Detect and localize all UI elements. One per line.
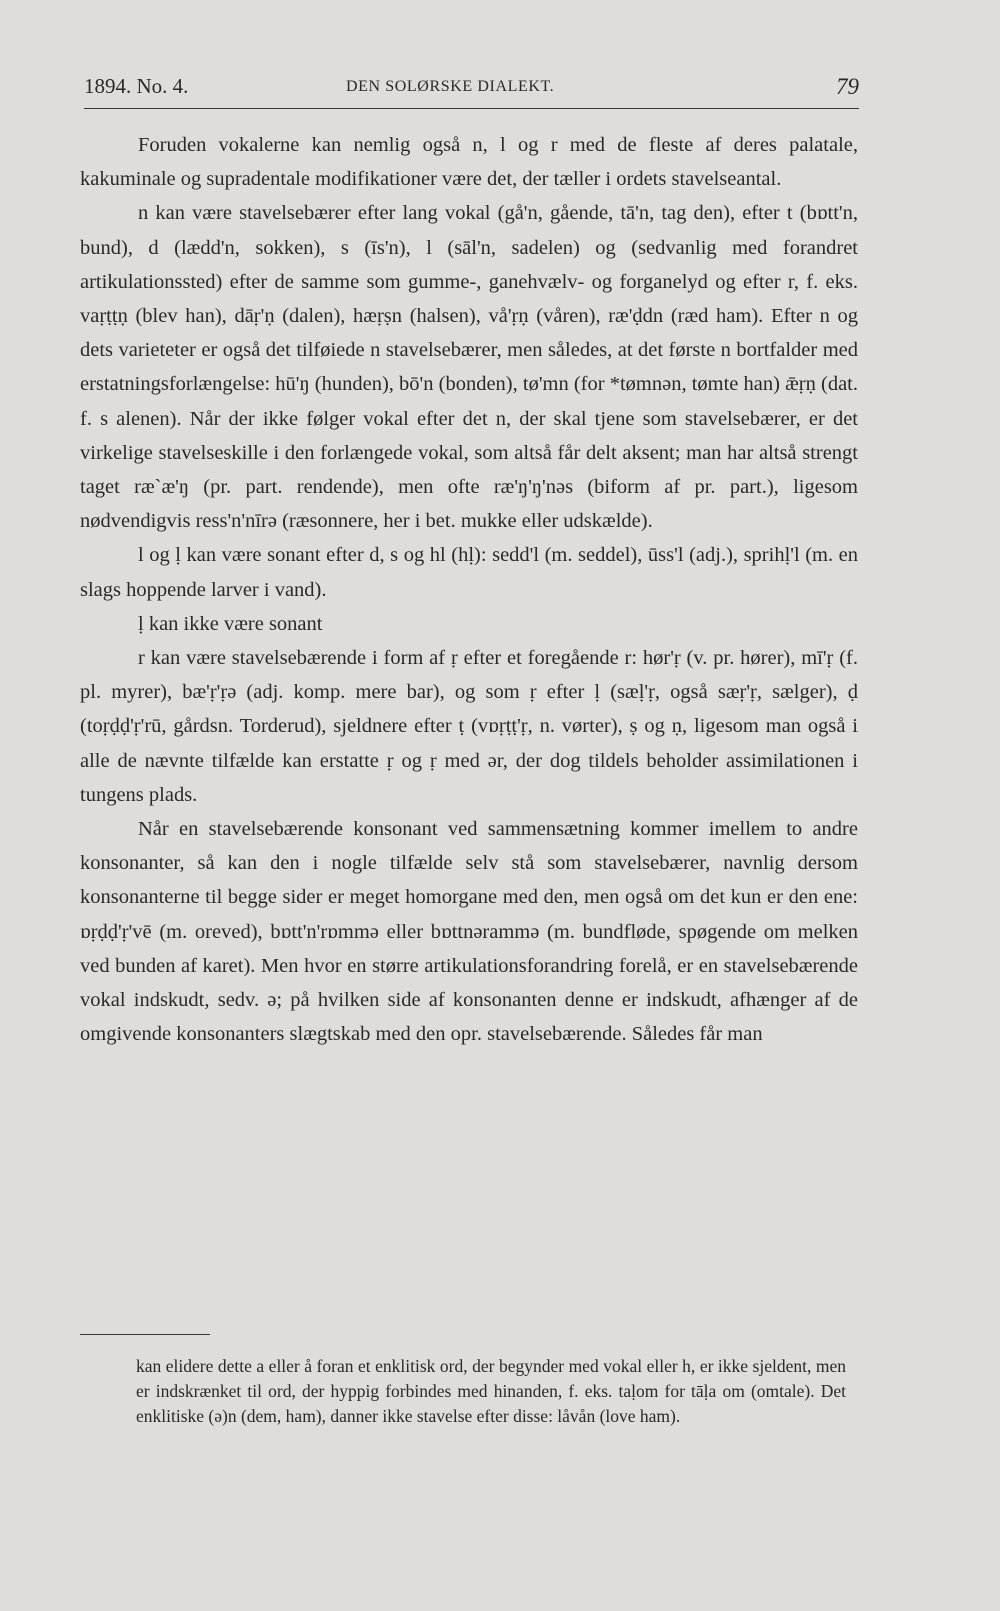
page-number: 79 <box>836 74 859 99</box>
paragraph: Foruden vokalerne kan nemlig også n, l og r med de fleste af deres palatale, kakuminale og supradentale modifikationer være det, der tæller i ordets stavelseantal. <box>80 134 858 191</box>
issue-label: 1894. No. 4. <box>84 74 189 98</box>
paragraph: n kan være stavelsebærer efter lang vokal (gå'n, gående, tā'n, tag den), efter t (bɒtt'n, bund), d (lædd'n, sokken), s (īs'n), l (sāl'n, sadelen) og (sedvanlig med forandret artikulationssted) efter de samme som gumme-, ganehvælv- og forganelyd og efter r, f. eks. vaṛṭṭṇ (blev han), dāṛ'ṇ (dalen), hæṛṣn (halsen), vå'ṛṇ (våren), ræ'ḍdn (ræd ham). Efter n og dets varieteter er også det tilføiede n stavelsebærer, men således, at det første n bortfalder med erstatningsforlængelse: hū'ŋ (hunden), bō'n (bonden), tø'mn (for *tømnən, tømte han) ǣṛṇ (dat. f. s alenen). Når der ikke følger vokal efter det n, der skal tjene som stavelsebærer, er det virkelige stavelseskille i den forlængede vokal, som altså får delt aksent; man har altså strengt taget ræ`æ'ŋ (pr. part. rendende), men ofte ræ'ŋ'ŋ'nəs (biform af pr. part.), ligesom nødvendigvis ress'n'nīrə (ræsonnere, her i bet. mukke eller udskælde). <box>80 202 858 533</box>
paragraph: r kan være stavelsebærende i form af ṛ efter et foregående r: hør'ṛ (v. pr. hører), mī'ṛ (f. pl. myrer), bæ'ṛ'ṛə (adj. komp. mere bar), og som ṛ efter ḷ (sæḷ'ṛ, også sæṛ'ṛ, sælger), ḍ (toṛḍḍ'ṛ'rū, gårdsn. Torderud), sjeldnere efter ṭ (vɒṛṭṭ'ṛ, n. vørter), ṣ og ṇ, ligesom man også i alle de nævnte tilfælde kan erstatte ṛ og ṛ med ər, der dog tildels beholder assimilationen i tungens plads. <box>80 647 858 806</box>
footnote: kan elidere dette a eller å foran et enklitisk ord, der begynder med vokal eller h, er ikke sjeldent, men er indskrænket til ord, der hyppig forbindes med hinanden, f. eks. taḷom for tāḷa om (omtale). Det enklitiske (ə)n (dem, ham), danner ikke stavelse efter disse: låvån (love ham). <box>136 1356 846 1426</box>
journal-title: DEN SOLØRSKE DIALEKT. <box>346 78 555 95</box>
body-text <box>80 128 858 1051</box>
paragraph: ḷ kan ikke være sonant <box>138 612 323 635</box>
paragraph: l og ḷ kan være sonant efter d, s og hl (hḷ): sedd'l (m. seddel), ūss'l (adj.), sprihḷ'l (m. en slags hoppende larver i vand). <box>80 544 858 601</box>
paragraph: Når en stavelsebærende konsonant ved sammensætning kommer imellem to andre konsonanter, så kan den i nogle tilfælde selv stå som stavelsebærer, navnlig dersom konsonanterne til begge sider er meget homorgane med den, men også om det kun er den ene: ɒṛḍḍ'ṛ'vē (m. oreved), bɒtt'n'rɒmmə eller bɒttnərammə (m. bundfløde, spøgende om melken ved bunden af karet). Men hvor en større artikulationsforandring forelå, er en stavelsebærende vokal indskudt, sedv. ə; på hvilken side af konsonanten denne er indskudt, afhænger af de omgivende konsonanters slægtskab med den opr. stavelsebærende. Således får man <box>80 818 858 1046</box>
running-header <box>84 72 859 102</box>
header-rule <box>84 108 859 109</box>
footnote-rule <box>80 1334 210 1335</box>
